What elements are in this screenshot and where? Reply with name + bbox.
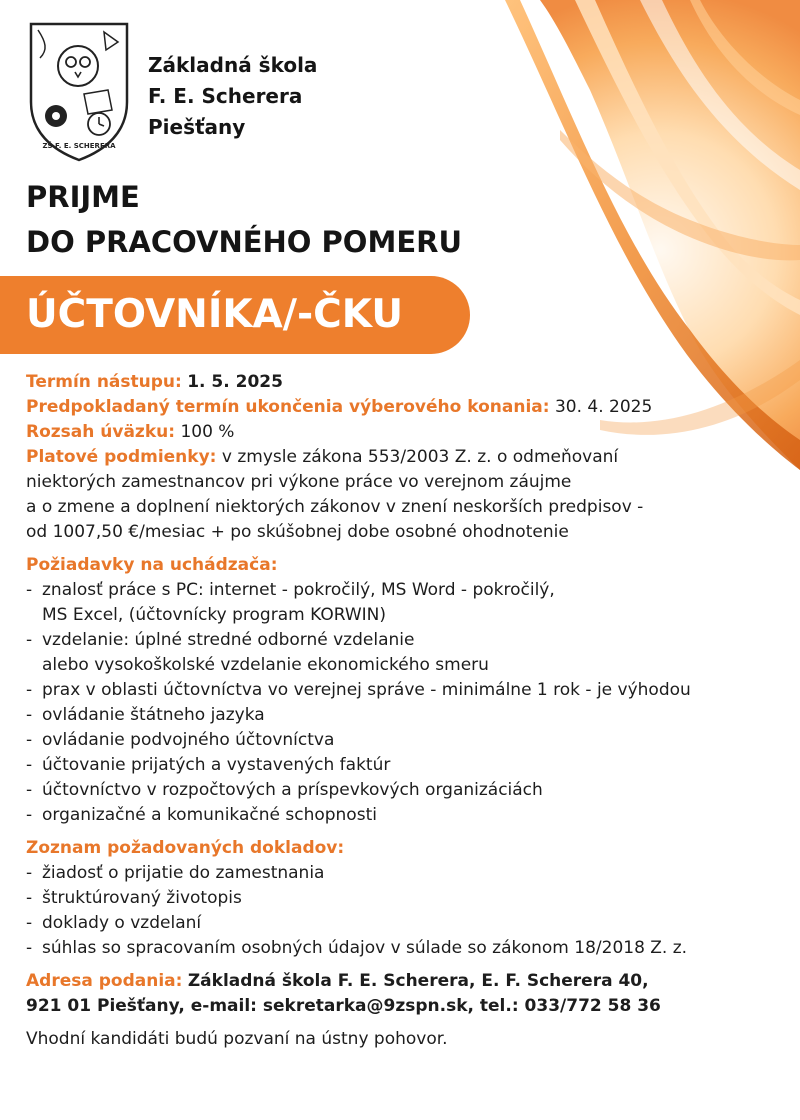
dash: - <box>26 780 33 800</box>
list-item-continuation: MS Excel, (účtovnícky program KORWIN) <box>42 605 386 625</box>
deadline-label: Predpokladaný termín ukončenia výberového konania: <box>26 397 550 417</box>
school-name-line: F. E. Scherera <box>148 84 303 108</box>
requirements-list <box>26 578 786 828</box>
school-name <box>148 50 317 143</box>
dash: - <box>26 580 33 600</box>
salary-text: v zmysle zákona 553/2003 Z. z. o odmeňovaní <box>221 447 619 467</box>
address-line-2: 921 01 Piešťany, e-mail: sekretarka@9zspn.sk, tel.: 033/772 58 36 <box>26 996 661 1016</box>
dash: - <box>26 755 33 775</box>
school-name-line: Piešťany <box>148 115 246 139</box>
list-item-text: účtovanie prijatých a vystavených faktúr <box>42 755 391 775</box>
list-item <box>26 936 786 961</box>
workload-label: Rozsah úväzku: <box>26 422 176 442</box>
address-line-1: Základná škola F. E. Scherera, E. F. Scherera 40, <box>187 971 649 991</box>
list-item-text: ovládanie podvojného účtovníctva <box>42 730 335 750</box>
svg-text:ZŠ F. E. SCHERERA: ZŠ F. E. SCHERERA <box>42 142 116 150</box>
salary-text-line: od 1007,50 €/mesiac + po skúšobnej dobe osobné ohodnotenie <box>26 522 569 542</box>
list-item-text: účtovníctvo v rozpočtových a príspevkových organizáciách <box>42 780 543 800</box>
list-item <box>26 886 786 911</box>
address-row <box>26 969 786 994</box>
salary-row <box>26 445 786 470</box>
salary-label: Platové podmienky: <box>26 447 217 467</box>
list-item-text: doklady o vzdelaní <box>42 913 202 933</box>
list-item-continuation: alebo vysokoškolské vzdelanie ekonomického smeru <box>42 655 489 675</box>
list-item <box>26 628 786 653</box>
headline-line-2: DO PRACOVNÉHO POMERU <box>26 225 463 259</box>
list-item-text: žiadosť o prijatie do zamestnania <box>42 863 325 883</box>
list-item-text: organizačné a komunikačné schopnosti <box>42 805 377 825</box>
closing-note: Vhodní kandidáti budú pozvaní na ústny pohovor. <box>26 1029 448 1049</box>
school-crest-logo <box>26 20 132 162</box>
dash: - <box>26 888 33 908</box>
documents-title: Zoznam požadovaných dokladov: <box>26 838 345 858</box>
position-banner <box>0 276 470 354</box>
list-item-text: znalosť práce s PC: internet - pokročilý, MS Word - pokročilý, <box>42 580 555 600</box>
deadline-value: 30. 4. 2025 <box>554 397 653 417</box>
start-date-row <box>26 370 786 395</box>
ad-content <box>26 370 786 1052</box>
start-date-label: Termín nástupu: <box>26 372 182 392</box>
school-name-line: Základná škola <box>148 53 318 77</box>
list-item <box>26 578 786 603</box>
headline-line-1: PRIJME <box>26 180 140 214</box>
list-item <box>26 803 786 828</box>
list-item-text: ovládanie štátneho jazyka <box>42 705 265 725</box>
list-item-text: štruktúrovaný životopis <box>42 888 242 908</box>
documents-list <box>26 861 786 961</box>
dash: - <box>26 630 33 650</box>
list-item <box>26 753 786 778</box>
headline <box>26 175 462 265</box>
salary-text-line: niektorých zamestnancov pri výkone práce vo verejnom záujme <box>26 472 572 492</box>
dash: - <box>26 938 33 958</box>
address-label: Adresa podania: <box>26 971 183 991</box>
workload-row <box>26 420 786 445</box>
list-item <box>26 728 786 753</box>
start-date-value: 1. 5. 2025 <box>187 372 283 392</box>
list-item-text: prax v oblasti účtovníctva vo verejnej správe - minimálne 1 rok - je výhodou <box>42 680 691 700</box>
position-title: ÚČTOVNÍKA/-ČKU <box>26 292 403 337</box>
salary-text-line: a o zmene a doplnení niektorých zákonov v znení neskorších predpisov - <box>26 497 644 517</box>
dash: - <box>26 863 33 883</box>
dash: - <box>26 805 33 825</box>
list-item <box>26 678 786 703</box>
workload-value: 100 % <box>180 422 235 442</box>
list-item <box>26 861 786 886</box>
list-item <box>26 911 786 936</box>
list-item-text: súhlas so spracovaním osobných údajov v súlade so zákonom 18/2018 Z. z. <box>42 938 688 958</box>
dash: - <box>26 730 33 750</box>
requirements-title: Požiadavky na uchádzača: <box>26 555 278 575</box>
list-item <box>26 778 786 803</box>
dash: - <box>26 680 33 700</box>
deadline-row <box>26 395 786 420</box>
dash: - <box>26 913 33 933</box>
list-item <box>26 703 786 728</box>
list-item-text: vzdelanie: úplné stredné odborné vzdelanie <box>42 630 415 650</box>
dash: - <box>26 705 33 725</box>
